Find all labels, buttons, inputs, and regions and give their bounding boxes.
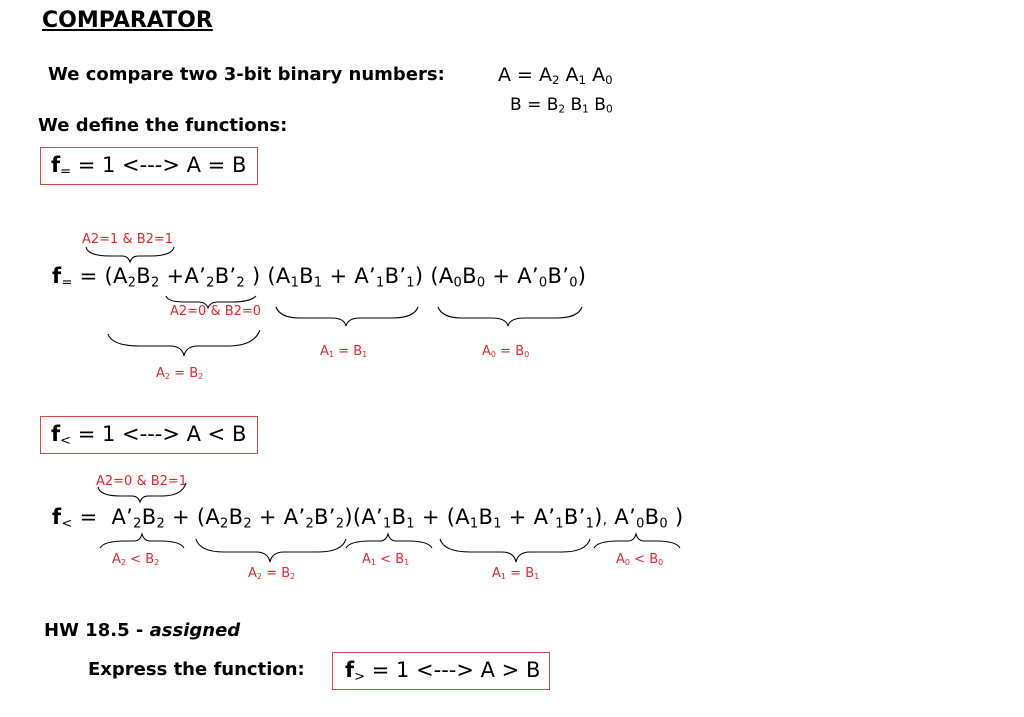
- brace-under-a2pb2: [100, 534, 184, 548]
- f-less-formula: $f_<$ = $A’_2B_2 + (A_2B_2$ + $A’_2B’_2)(A’_1B_1 + (A_1B_1$ + $A’_1B’_1$), $A’_0B_0$ ): [52, 505, 684, 532]
- brace-under-a1pb1: [346, 534, 432, 548]
- brace-under-eq1: [440, 539, 590, 562]
- brace-under-a0b0: [438, 307, 582, 326]
- express-text: Express the function:: [88, 659, 305, 680]
- annotation-a2-1-b2-1: A2=1 & B2=1: [82, 232, 174, 247]
- brace-under-group1: [108, 330, 260, 356]
- annotation-a0-eq-b0: $A_0 = B_0$: [482, 344, 530, 359]
- annotation-a2-0-b2-1: A2=0 & B2=1: [96, 474, 188, 489]
- brace-top-a2pb2: [98, 483, 186, 502]
- compare-text: We compare two 3-bit binary numbers:: [48, 64, 445, 85]
- define-text: We define the functions:: [38, 115, 288, 136]
- brace-under-eq2: [196, 539, 346, 562]
- brace-under-a1b1: [276, 307, 418, 326]
- brace-under-a0pb0: [594, 534, 680, 548]
- f-greater-definition: $f_> = 1$ <---> A > B: [345, 658, 541, 685]
- annotation-a2-0-b2-0: A2=0 & B2=0: [170, 304, 262, 319]
- annotation-a2-eq-b2-lt: $A_2 = B_2$: [248, 566, 296, 581]
- annotation-a1-eq-b1-lt: $A_1 = B_1$: [492, 566, 540, 581]
- brace-top-a2b2: [86, 247, 174, 262]
- homework-label: HW 18.5 - assigned: [44, 620, 241, 641]
- annotation-a0-lt-b0: $A_0 < B_0$: [616, 552, 664, 567]
- f-equal-formula: $f_= = (A_2B_2$ $+A’_2B’_2$ ) ($A_1B_1$ + $A’_1B’_1$) ($A_0B_0$ + $A’_0B’_0$): [52, 264, 587, 291]
- f-equal-definition: $f_= = 1$ <---> A = B: [51, 153, 247, 180]
- annotation-a2-eq-b2: $A_2 = B_2$: [156, 366, 204, 381]
- annotation-a1-eq-b1: $A_1 = B_1$: [320, 344, 368, 359]
- brace-under-a2pb2p: [166, 296, 256, 308]
- a-definition: $A = A_2$ $A_1$ $A_0$: [498, 64, 613, 87]
- b-definition: $B = B_2$ $B_1$ $B_0$: [510, 95, 613, 116]
- annotation-a2-lt-b2: $A_2 < B_2$: [112, 552, 160, 567]
- annotation-a1-lt-b1: $A_1 < B_1$: [362, 552, 410, 567]
- page-title: COMPARATOR: [42, 8, 213, 33]
- f-less-definition: $f_< = 1$ <---> A < B: [51, 422, 247, 449]
